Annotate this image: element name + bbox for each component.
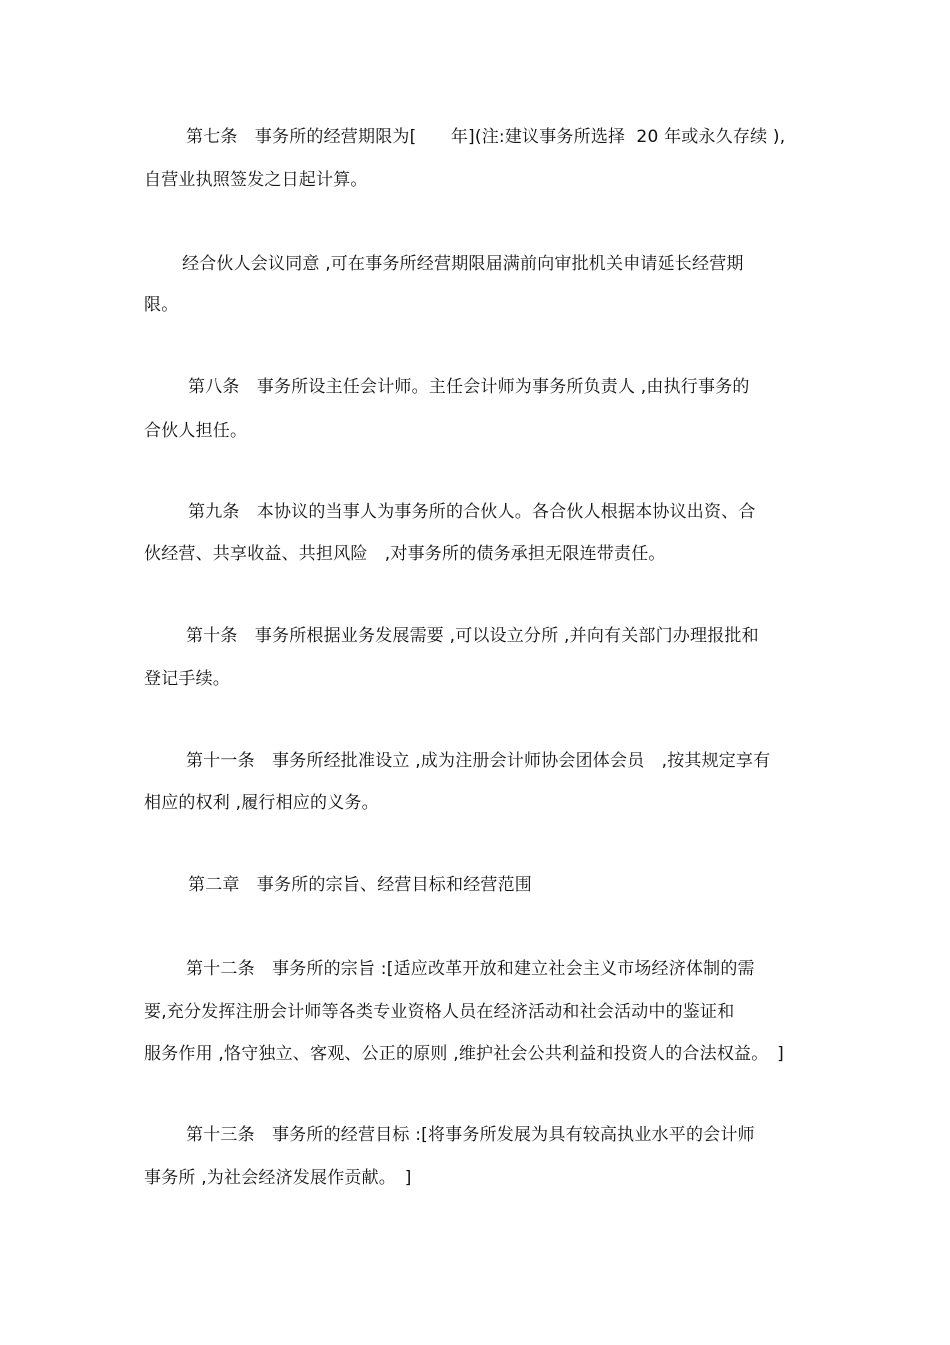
article-8-line-1: 第八条 事务所设主任会计师。主任会计师为事务所负责人 ,由执行事务的	[188, 377, 750, 397]
article-10-line-1: 第十条 事务所根据业务发展需要 ,可以设立分所 ,并向有关部门办理报批和	[186, 626, 759, 646]
article-7-extension-line-2: 限。	[144, 295, 179, 315]
article-10-line-2: 登记手续。	[144, 669, 230, 689]
article-13-line-1: 第十三条 事务所的经营目标 :[将事务所发展为具有较高执业水平的会计师	[186, 1125, 755, 1145]
article-12-line-2: 要,充分发挥注册会计师等各类专业资格人员在经济活动和社会活动中的鉴证和	[144, 1002, 735, 1022]
article-8-line-2: 合伙人担任。	[144, 421, 248, 441]
article-7-line-1: 第七条 事务所的经营期限为[ 年](注:建议事务所选择 20 年或永久存续 ),	[186, 127, 786, 147]
article-12-line-3: 服务作用 ,恪守独立、客观、公正的原则 ,维护社会公共利益和投资人的合法权益。 ]	[144, 1044, 784, 1064]
article-7-extension-line-1: 经合伙人会议同意 ,可在事务所经营期限届满前向审批机关申请延长经营期	[182, 254, 744, 274]
article-13-line-2: 事务所 ,为社会经济发展作贡献。 ]	[144, 1168, 412, 1188]
article-7-line-2: 自营业执照签发之日起计算。	[144, 170, 368, 190]
article-9-line-2: 伙经营、共享收益、共担风险 ,对事务所的债务承担无限连带责任。	[144, 544, 666, 564]
article-12-line-1: 第十二条 事务所的宗旨 :[适应改革开放和建立社会主义市场经济体制的需	[186, 959, 755, 979]
article-9-line-1: 第九条 本协议的当事人为事务所的合伙人。各合伙人根据本协议出资、合	[188, 502, 756, 522]
chapter-2-heading: 第二章 事务所的宗旨、经营目标和经营范围	[188, 875, 532, 895]
article-11-line-2: 相应的权利 ,履行相应的义务。	[144, 793, 379, 813]
article-11-line-1: 第十一条 事务所经批准设立 ,成为注册会计师协会团体会员 ,按其规定享有	[186, 751, 771, 771]
